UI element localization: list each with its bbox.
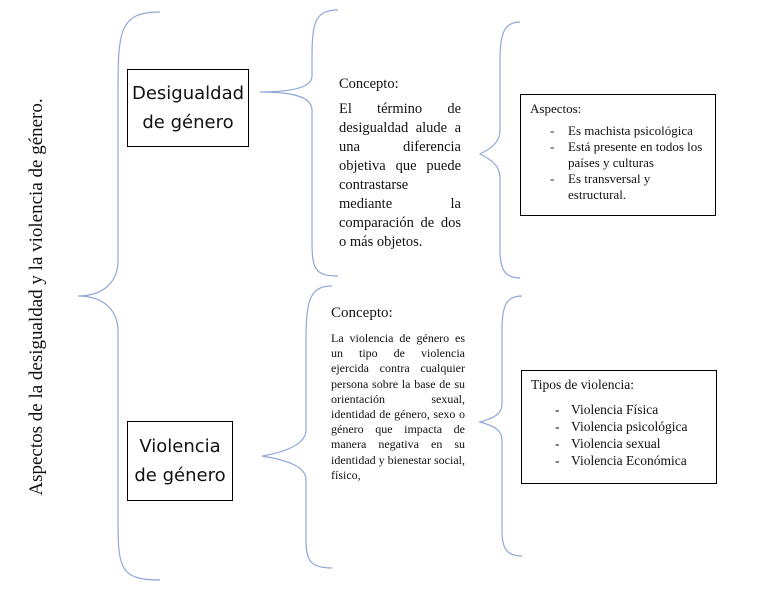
violencia-topic-box — [127, 421, 233, 501]
desigualdad-brace — [260, 10, 338, 276]
violencia-topic-line2: de género — [134, 465, 226, 486]
concepto-desigualdad-body: El término de desigualdad alude a una diferencia objetiva que puede contrastarse mediante la comparación de dos o más objetos. — [339, 101, 461, 250]
tipos-item: - Violencia sexual — [531, 435, 707, 452]
aspectos-box — [520, 94, 716, 216]
aspectos-item: - Es machista psicológica — [530, 123, 706, 139]
desigualdad-topic-box — [127, 69, 249, 147]
tipos-item: - Violencia psicológica — [531, 418, 707, 435]
violencia-brace — [262, 286, 332, 568]
aspectos-list — [530, 123, 706, 203]
concepto-desigualdad-heading: Concepto: — [339, 76, 399, 92]
concepto-violencia-heading: Concepto: — [331, 305, 393, 321]
desigualdad-topic-line1: Desigualdad — [131, 83, 245, 104]
concepto-violencia — [331, 304, 465, 483]
concepto-violencia-body: La violencia de género es un tipo de violencia ejercida contra cualquier persona sobre la base de su orientación sexual, identidad de género, sexo o género que impacta de manera negativa en su identidad y bienestar social, físico, — [331, 331, 465, 482]
aspectos-item: - Está presente en todos los países y culturas — [530, 139, 706, 171]
tipos-list — [531, 401, 707, 469]
tipos-brace — [480, 296, 522, 556]
aspectos-brace — [480, 22, 520, 278]
vertical-title: Aspectos de la desigualdad y la violencia de género. — [26, 98, 47, 496]
aspectos-item: - Es transversal y estructural. — [530, 171, 706, 203]
tipos-item: - Violencia Económica — [531, 452, 707, 469]
violencia-topic-line1: Violencia — [139, 436, 221, 457]
tipos-item: - Violencia Física — [531, 401, 707, 418]
desigualdad-topic-line2: de género — [142, 112, 234, 133]
aspectos-title: Aspectos: — [530, 101, 582, 116]
tipos-title: Tipos de violencia: — [531, 377, 634, 392]
concepto-desigualdad — [339, 75, 461, 252]
tipos-box — [521, 370, 717, 484]
